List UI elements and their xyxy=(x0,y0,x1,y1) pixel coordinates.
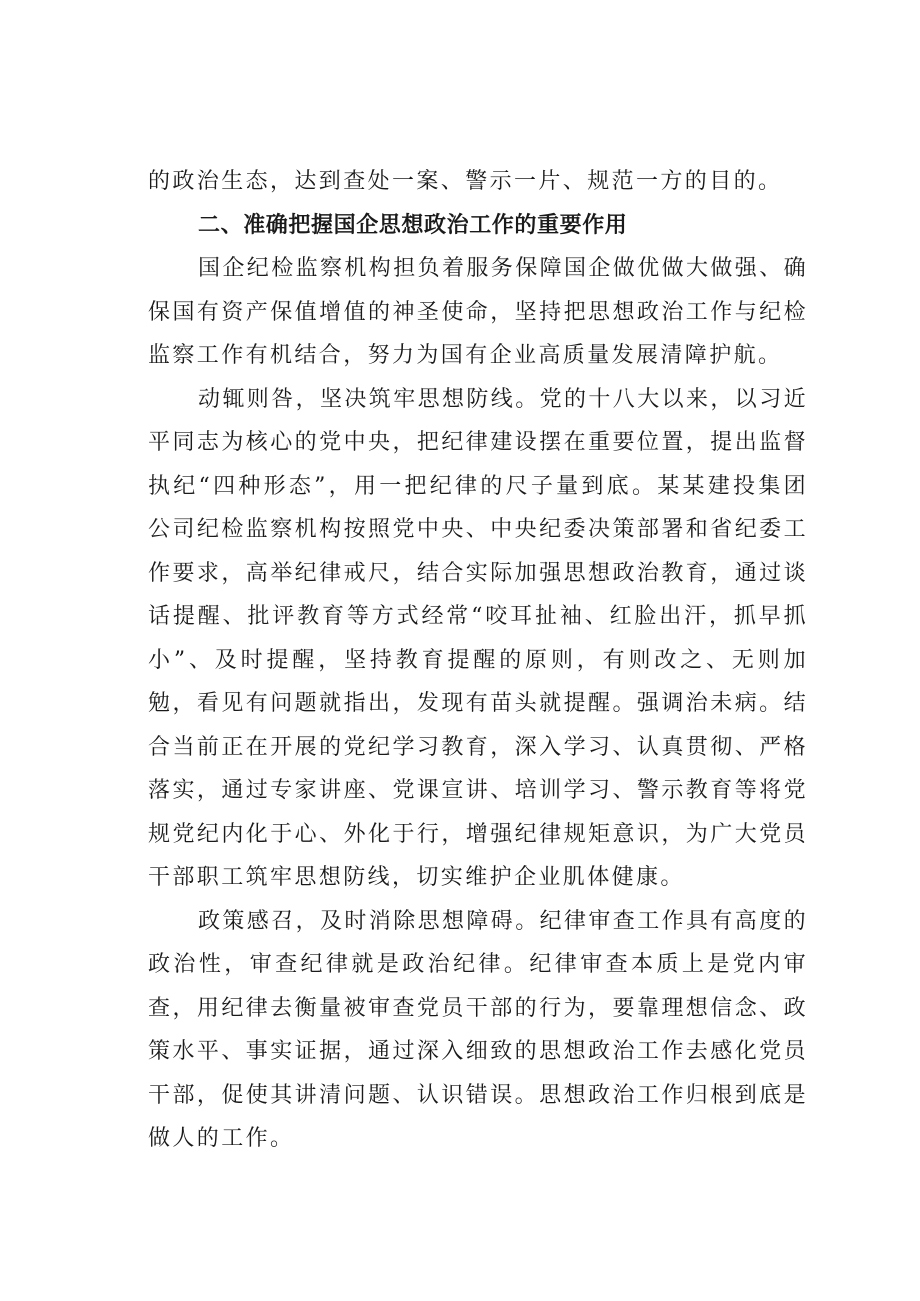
section-heading: 二、准确把握国企思想政治工作的重要作用 xyxy=(198,212,628,238)
body-paragraph-2: 动辄则咎，坚决筑牢思想防线。党的十八大以来，以习近平同志为核心的党中央，把纪律建设摆在重要位置，提出监督执纪“四种形态”，用一把纪律的尺子量到底。某某建投集团公司纪检监察机构按照党中央、中央纪委决策部署和省纪委工作要求，高举纪律戒尺，结合实际加强思想政治教育，通过谈话提醒、批评教育等方式经常“咬耳扯袖、红脸出汗，抓早抓小”、及时提醒，坚持教育提醒的原则，有则改之、无则加勉，看见有问题就指出，发现有苗头就提醒。强调治未病。结合当前正在开展的党纪学习教育，深入学习、认真贯彻、严格落实，通过专家讲座、党课宣讲、培训学习、警示教育等将党规党纪内化于心、外化于行，增强纪律规矩意识，为广大党员干部职工筑牢思想防线，切实维护企业肌体健康。 xyxy=(148,386,809,890)
body-paragraph-3: 政策感召，及时消除思想障碍。纪律审查工作具有高度的政治性，审查纪律就是政治纪律。纪律审查本质上是党内审查，用纪律去衡量被审查党员干部的行为，要靠理想信念、政策水平、事实证据，通过深入细致的思想政治工作去感化党员干部，促使其讲清问题、认识错误。思想政治工作归根到底是做人的工作。 xyxy=(148,908,809,1151)
continuation-paragraph: 的政治生态，达到查处一案、警示一片、规范一方的目的。 xyxy=(148,169,783,194)
body-paragraph-1: 国企纪检监察机构担负着服务保障国企做优做大做强、确保国有资产保值增值的神圣使命，坚持把思想政治工作与纪检监察工作有机结合，努力为国有企业高质量发展清障护航。 xyxy=(148,256,809,368)
document-body xyxy=(148,160,808,1161)
